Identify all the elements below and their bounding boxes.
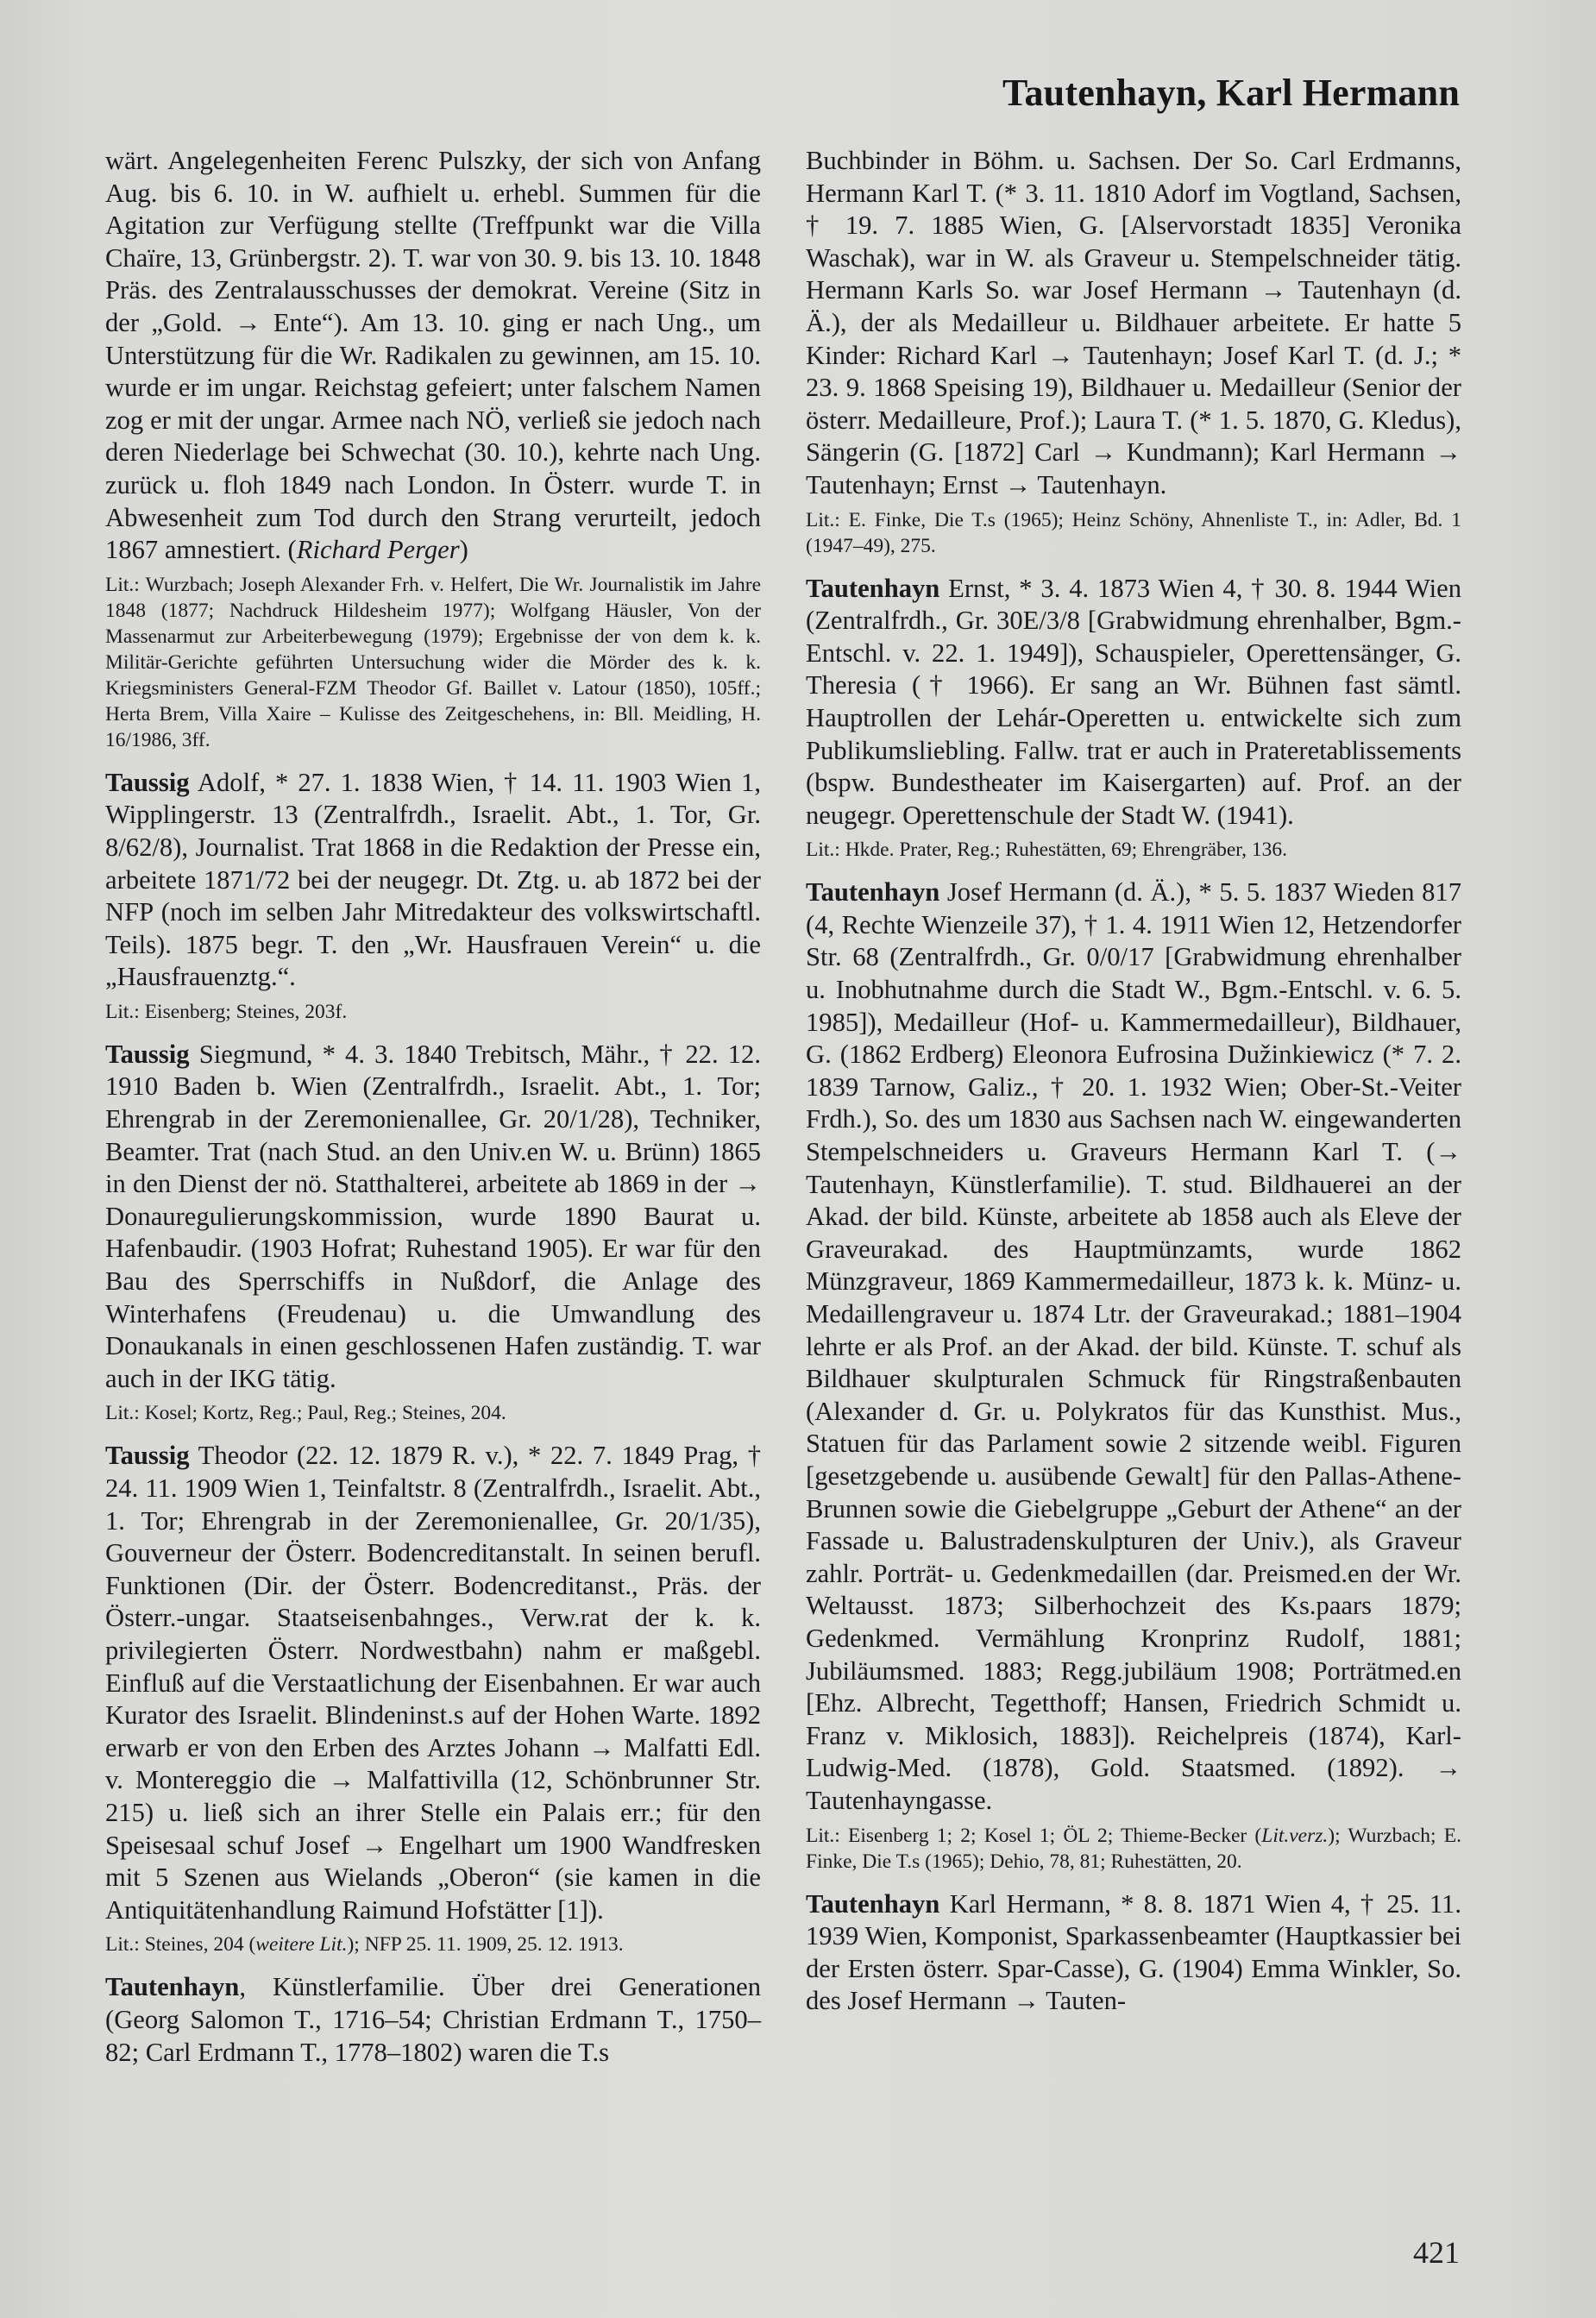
author-signature: Richard Perger: [296, 535, 460, 565]
entry-tautenhayn-josef-hermann: Tautenhayn Josef Hermann (d. Ä.), * 5. 5. 1837 Wieden 817 (4, Rechte Wienzeile 37), † 1. 4. 1911 Wien 12, Hetzendorfer Str. 68 (Zentralfrdh., Gr. 0/0/17 [Grabwidmung ehrenhalber u. Inobhutnahme durch die Stadt W., Bgm.-Entschl. v. 6. 5. 1985]), Medailleur (Hof- u. Kammermedailleur), Bildhauer, G. (1862 Erdberg) Eleonora Eufrosina Dužinkiewicz (* 7. 2. 1839 Tarnow, Galiz., † 20. 1. 1932 Wien; Ober-St.-Veiter Frdh.), So. des um 1830 aus Sachsen nach W. eingewanderten Stempelschneiders u. Graveurs Hermann Karl T. (→ Tautenhayn, Künstlerfamilie). T. stud. Bildhauerei an der Akad. der bild. Künste, arbeitete ab 1858 auch als Eleve der Graveurakad. des Hauptmünzamts, wurde 1862 Münzgraveur, 1869 Kammermedailleur, 1873 k. k. Münz- u. Medaillengraveur u. 1874 Ltr. der Graveurakad.; 1881–1904 lehrte er als Prof. an der Akad. der bild. Künste. T. schuf als Bildhauer skulpturalen Schmuck für Ringstraßenbauten (Alexander d. Gr. u. Polykratos für das Kunsthist. Mus., Statuen für das Parlament sowie 2 sitzende weibl. Figuren [gesetzgebende u. ausübende Gewalt] für den Pallas-Athene-Brunnen sowie die Giebelgruppe „Geburt der Athene“ an der Fassade u. Balustradenskulpturen der Univ.), als Graveur zahlr. Porträt- u. Gedenkmedaillen (dar. Preismed.en der Wr. Weltausst. 1873; Silberhochzeit des Ks.paars 1879; Gedenkmed. Vermählung Kronprinz Rudolf, 1881; Jubiläumsmed. 1883; Regg.jubiläum 1908; Porträtmed.en [Ehz. Albrecht, Tegetthoff; Hansen, Friedrich Schmidt u. Franz v. Miklosich, 1883]). Reichelpreis (1874), Karl-Ludwig-Med. (1878), Gold. Staatsmed. (1892). → Tautenhayngasse.: [806, 877, 1461, 1815]
entry-headword: Taussig: [105, 1039, 190, 1069]
entry-taussig-theodor: Taussig Theodor (22. 12. 1879 R. v.), * 22. 7. 1849 Prag, † 24. 11. 1909 Wien 1, Teinfaltstr. 8 (Zentralfrdh., Israelit. Abt., 1. Tor; Ehrengrab in der Zeremonienallee, Gr. 20/1/35), Gouverneur der Österr. Bodencreditanstalt. In seinen berufl. Funktionen (Dir. der Österr. Bodencreditanst., Präs. der Österr.-ungar. Staatseisenbahnges., Verw.rat der k. k. privilegierten Österr. Nordwestbahn) nahm er maßgebl. Einfluß auf die Verstaatlichung der Eisenbahnen. Er war auch Kurator des Israelit. Blindeninst.s auf der Hohen Warte. 1892 erwarb er von den Erben des Arztes Johann → Malfatti Edl. v. Montereggio die → Malfattivilla (12, Schönbrunner Str. 215) u. ließ sich an ihrer Stelle ein Palais err.; für den Speisesaal schuf Josef → Engelhart um 1900 Wandfresken mit 5 Szenen aus Wielands „Oberon“ (sie kamen in die Antiquitätenhandlung Raimund Hofstätter [1]).: [105, 1441, 761, 1925]
literature-note: Lit.: Eisenberg; Steines, 203f.: [105, 1000, 348, 1023]
entry-tautenhayn-family: Tautenhayn, Künstlerfamilie. Über drei Generationen (Georg Salomon T., 1716–54; Christian Erdmann T., 1750–82; Carl Erdmann T., 1778–1802) waren die T.s: [105, 1972, 761, 2067]
continued-entry-text: Buchbinder in Böhm. u. Sachsen. Der So. Carl Erdmanns, Hermann Karl T. (* 3. 11. 1810 Adorf im Vogtland, Sachsen, † 19. 7. 1885 Wien, G. [Alservorstadt 1835] Veronika Waschak), war in W. als Graveur u. Stempelschneider tätig. Hermann Karls So. war Josef Hermann → Tautenhayn (d. Ä.), der als Medailleur u. Bildhauer arbeitete. Er hatte 5 Kinder: Richard Karl → Tautenhayn; Josef Karl T. (d. J.; * 23. 9. 1868 Speising 19), Bildhauer u. Medailleur (Senior der österr. Medailleure, Prof.); Laura T. (* 1. 5. 1870, G. Kledus), Sängerin (G. [1872] Carl → Kundmann); Karl Hermann → Tautenhayn; Ernst → Tautenhayn.: [806, 146, 1461, 499]
literature-note: Lit.: Kosel; Kortz, Reg.; Paul, Reg.; Steines, 204.: [105, 1402, 506, 1425]
left-column: [105, 145, 761, 2069]
running-header: Tautenhayn, Karl Hermann: [1002, 72, 1460, 114]
entry-headword: Tautenhayn: [105, 1972, 240, 2002]
continued-entry-text: wärt. Angelegenheiten Ferenc Pulszky, der sich von Anfang Aug. bis 6. 10. in W. aufhielt u. erhebl. Summen für die Agitation zur Verfügung stellte (Treffpunkt war die Villa Chaïre, 13, Grünbergstr. 2). T. war von 30. 9. bis 13. 10. 1848 Präs. des Zentralausschusses der demokrat. Vereine (Sitz in der „Gold. → Ente“). Am 13. 10. ging er nach Ung., um Unterstützung für die Wr. Radikalen zu gewinnen, am 15. 10. wurde er im ungar. Reichstag gefeiert; unter falschem Namen zog er mit der ungar. Armee nach NÖ, verließ sie jedoch nach deren Niederlage bei Schwechat (30. 10.), kehrte nach Ung. zurück u. floh 1849 nach London. In Österr. wurde T. in Abwesenheit zum Tod durch den Strang verurteilt, jedoch 1867 amnestiert. (Richard Perger): [105, 146, 761, 565]
page-number: 421: [1413, 2235, 1460, 2270]
entry-tautenhayn-ernst: Tautenhayn Ernst, * 3. 4. 1873 Wien 4, † 30. 8. 1944 Wien (Zentralfrdh., Gr. 30E/3/8 [Grabwidmung ehrenhalber, Bgm.-Entschl. v. 22. 1. 1949]), Schauspieler, Operettensänger, G. Theresia († 1966). Er sang an Wr. Bühnen fast sämtl. Hauptrollen der Lehár-Operetten u. entwickelte sich zum Publikumsliebling. Fallw. trat er auch in Prateretablissements (bspw. Bundestheater im Kaisergarten) auf. Prof. an der neugegr. Operettenschule der Stadt W. (1941).: [806, 573, 1461, 830]
entry-headword: Tautenhayn: [806, 573, 940, 603]
entry-headword: Taussig: [105, 1441, 190, 1471]
literature-note: Lit.: E. Finke, Die T.s (1965); Heinz Schöny, Ahnenliste T., in: Adler, Bd. 1 (1947–49), 275.: [806, 508, 1461, 557]
literature-note: Lit.: Wurzbach; Joseph Alexander Frh. v. Helfert, Die Wr. Journalistik im Jahre 1848 (1877; Nachdruck Hildesheim 1977); Wolfgang Häusler, Von der Massenarmut zur Arbeiterbewegung (1979); Ergebnisse der von dem k. k. Militär-Gerichte geführten Untersuchung wider die Mörder des k. k. Kriegsministers General-FZM Theodor Gf. Baillet v. Latour (1850), 105ff.; Herta Brem, Villa Xaire – Kulisse des Zeitgeschehens, in: Bll. Meidling, H. 16/1986, 3ff.: [105, 573, 761, 751]
literature-note: Lit.: Hkde. Prater, Reg.; Ruhestätten, 69; Ehrengräber, 136.: [806, 839, 1288, 862]
entry-tautenhayn-karl-hermann: Tautenhayn Karl Hermann, * 8. 8. 1871 Wien 4, † 25. 11. 1939 Wien, Komponist, Sparkassenbeamter (Hauptkassier bei der Ersten österr. Spar-Casse), G. (1904) Emma Winkler, So. des Josef Hermann → Tauten-: [806, 1888, 1461, 2016]
entry-headword: Tautenhayn: [806, 877, 940, 908]
entry-headword: Taussig: [105, 767, 190, 797]
entry-taussig-adolf: Taussig Adolf, * 27. 1. 1838 Wien, † 14. 11. 1903 Wien 1, Wipplingerstr. 13 (Zentralfrdh., Israelit. Abt., 1. Tor, Gr. 8/62/8), Journalist. Trat 1868 in die Redaktion der Presse ein, arbeitete 1871/72 bei der neugegr. Dt. Ztg. u. ab 1872 bei der NFP (noch im selben Jahr Mitredakteur des volkswirtschaftl. Teils). 1875 begr. T. den „Wr. Hausfrauen Verein“ u. die „Hausfrauenztg.“.: [105, 767, 761, 992]
entry-taussig-siegmund: Taussig Siegmund, * 4. 3. 1840 Trebitsch, Mähr., † 22. 12. 1910 Baden b. Wien (Zentralfrdh., Israelit. Abt., 1. Tor; Ehrengrab in der Zeremonienallee, Gr. 20/1/28), Techniker, Beamter. Trat (nach Stud. an den Univ.en W. u. Brünn) 1865 in den Dienst der nö. Statthalterei, arbeitete ab 1869 in der → Donauregulierungskommission, wurde 1890 Baurat u. Hafenbaudir. (1903 Hofrat; Ruhestand 1905). Er war für den Bau des Sperrschiffs in Nußdorf, die Anlage des Winterhafens (Freudenau) u. die Umwandlung des Donaukanals in einen geschlossenen Hafen zuständig. T. war auch in der IKG tätig.: [105, 1039, 761, 1393]
entry-headword: Tautenhayn: [806, 1888, 940, 1919]
literature-note: Lit.: Steines, 204 (weitere Lit.); NFP 25. 11. 1909, 25. 12. 1913.: [105, 1933, 624, 1957]
right-column: [806, 145, 1461, 2018]
literature-note: Lit.: Eisenberg 1; 2; Kosel 1; ÖL 2; Thieme-Becker (Lit.verz.); Wurzbach; E. Finke, Die T.s (1965); Dehio, 78, 81; Ruhestätten, 20.: [806, 1824, 1462, 1873]
